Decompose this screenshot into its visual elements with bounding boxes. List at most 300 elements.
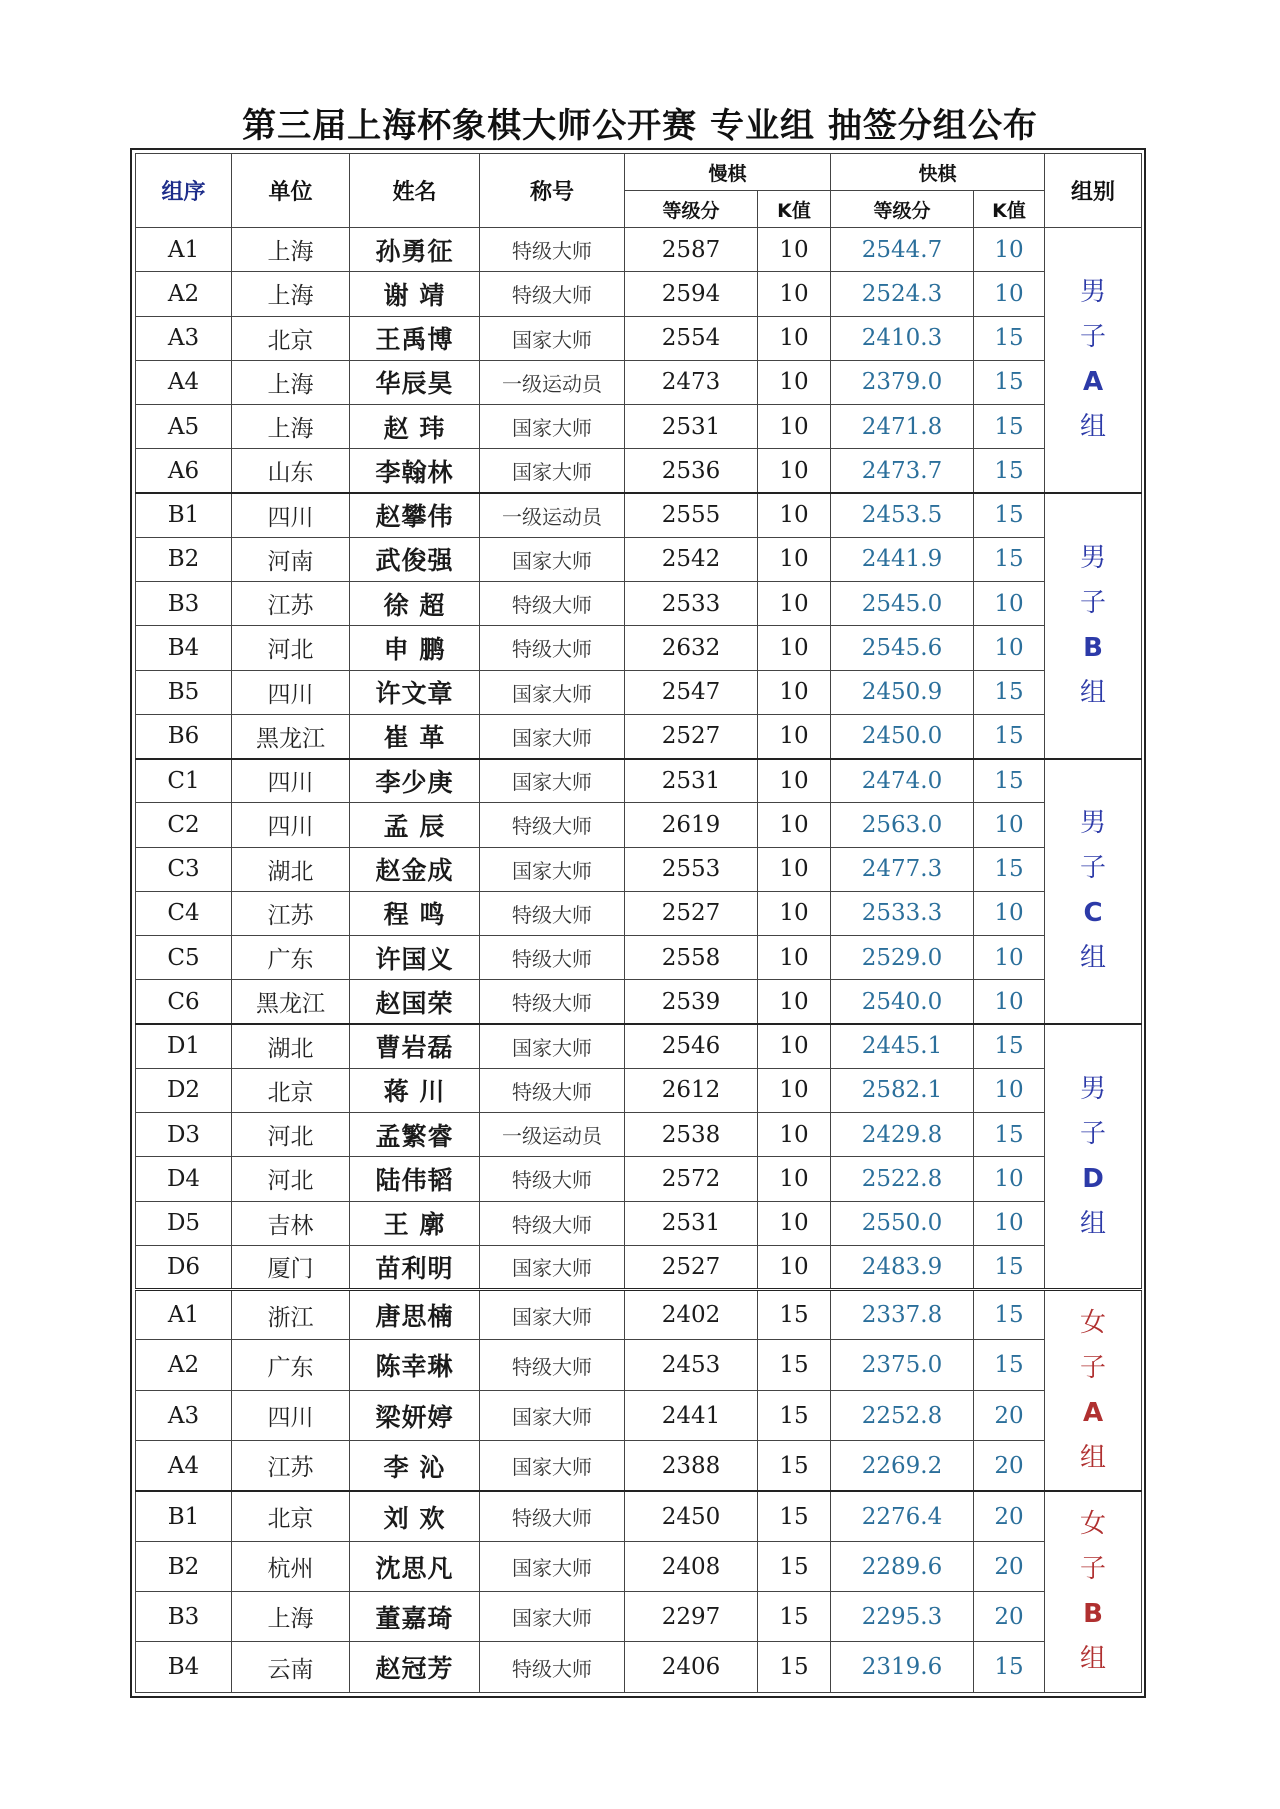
table-row	[136, 272, 1142, 316]
group-label-char: 组	[1080, 1208, 1107, 1239]
name-cell: 李翰林	[350, 449, 480, 493]
fast-rating-cell: 2545.6	[831, 626, 974, 670]
group-label-char: 男	[1080, 808, 1107, 839]
title-cell: 特级大师	[480, 1201, 625, 1245]
table-body	[136, 228, 1142, 1693]
table-row	[136, 626, 1142, 670]
name-cell: 武俊强	[350, 537, 480, 581]
fast-rating-cell: 2276.4	[831, 1491, 974, 1541]
slow-k-cell: 10	[758, 670, 831, 714]
header-fast-rating: 等级分	[831, 191, 974, 228]
table-row	[136, 1491, 1142, 1541]
unit-cell: 河北	[232, 1113, 350, 1157]
table-row	[136, 1542, 1142, 1592]
fast-k-cell: 20	[974, 1390, 1045, 1440]
page-title: 第三届上海杯象棋大师公开赛 专业组 抽签分组公布	[242, 106, 1038, 146]
fast-k-cell: 10	[974, 1201, 1045, 1245]
title-cell: 国家大师	[480, 1245, 625, 1289]
name-cell: 李少庚	[350, 759, 480, 803]
slow-rating-cell: 2527	[625, 1245, 758, 1289]
title-cell: 国家大师	[480, 670, 625, 714]
unit-cell: 广东	[232, 936, 350, 980]
fast-rating-cell: 2582.1	[831, 1068, 974, 1112]
fast-rating-cell: 2524.3	[831, 272, 974, 316]
header-fast: 快棋	[831, 154, 1045, 191]
table-row	[136, 1340, 1142, 1390]
fast-k-cell: 15	[974, 714, 1045, 758]
slow-rating-cell: 2546	[625, 1024, 758, 1068]
name-cell: 董嘉琦	[350, 1592, 480, 1642]
group-label-char: C	[1083, 898, 1103, 929]
slow-k-cell: 10	[758, 759, 831, 803]
seq-cell: A2	[136, 272, 232, 316]
title-cell: 特级大师	[480, 1068, 625, 1112]
table-row	[136, 847, 1142, 891]
name-cell: 蒋 川	[350, 1068, 480, 1112]
name-cell: 崔 革	[350, 714, 480, 758]
fast-rating-cell: 2295.3	[831, 1592, 974, 1642]
title-cell: 特级大师	[480, 582, 625, 626]
fast-k-cell: 15	[974, 1245, 1045, 1289]
fast-k-cell: 15	[974, 670, 1045, 714]
unit-cell: 四川	[232, 759, 350, 803]
slow-rating-cell: 2531	[625, 759, 758, 803]
name-cell: 许文章	[350, 670, 480, 714]
unit-cell: 广东	[232, 1340, 350, 1390]
title-cell: 国家大师	[480, 759, 625, 803]
group-label-cell	[1045, 493, 1142, 759]
fast-rating-cell: 2337.8	[831, 1290, 974, 1340]
seq-cell: D4	[136, 1157, 232, 1201]
slow-rating-cell: 2632	[625, 626, 758, 670]
title-cell: 特级大师	[480, 272, 625, 316]
seq-cell: A1	[136, 228, 232, 272]
seq-cell: A5	[136, 405, 232, 449]
unit-cell: 河北	[232, 1157, 350, 1201]
slow-k-cell: 15	[758, 1340, 831, 1390]
name-cell: 孙勇征	[350, 228, 480, 272]
slow-rating-cell: 2408	[625, 1542, 758, 1592]
slow-rating-cell: 2539	[625, 980, 758, 1024]
slow-rating-cell: 2531	[625, 405, 758, 449]
group-label-char: D	[1082, 1163, 1104, 1194]
group-label-char: 男	[1080, 1073, 1107, 1104]
group-label-char: 子	[1080, 587, 1107, 618]
unit-cell: 上海	[232, 405, 350, 449]
slow-rating-cell: 2547	[625, 670, 758, 714]
slow-rating-cell: 2441	[625, 1390, 758, 1440]
slow-rating-cell: 2612	[625, 1068, 758, 1112]
table-row	[136, 493, 1142, 537]
slow-k-cell: 10	[758, 582, 831, 626]
table-row	[136, 714, 1142, 758]
fast-rating-cell: 2450.9	[831, 670, 974, 714]
unit-cell: 吉林	[232, 1201, 350, 1245]
table-row	[136, 1592, 1142, 1642]
seq-cell: D6	[136, 1245, 232, 1289]
title-cell: 特级大师	[480, 228, 625, 272]
name-cell: 刘 欢	[350, 1491, 480, 1541]
title-cell: 国家大师	[480, 537, 625, 581]
table-row	[136, 360, 1142, 404]
slow-k-cell: 10	[758, 1245, 831, 1289]
title-cell: 特级大师	[480, 626, 625, 670]
title-cell: 国家大师	[480, 449, 625, 493]
title-cell: 国家大师	[480, 1592, 625, 1642]
name-cell: 许国义	[350, 936, 480, 980]
unit-cell: 江苏	[232, 1441, 350, 1491]
name-cell: 唐思楠	[350, 1290, 480, 1340]
table-row	[136, 228, 1142, 272]
group-label-char: 子	[1080, 1352, 1107, 1383]
slow-rating-cell: 2533	[625, 582, 758, 626]
slow-k-cell: 10	[758, 316, 831, 360]
name-cell: 李 沁	[350, 1441, 480, 1491]
unit-cell: 云南	[232, 1642, 350, 1693]
name-cell: 孟 辰	[350, 803, 480, 847]
unit-cell: 河北	[232, 626, 350, 670]
slow-k-cell: 15	[758, 1390, 831, 1440]
unit-cell: 黑龙江	[232, 980, 350, 1024]
seq-cell: D1	[136, 1024, 232, 1068]
unit-cell: 四川	[232, 670, 350, 714]
title-cell: 特级大师	[480, 1642, 625, 1693]
group-label-cell	[1045, 759, 1142, 1025]
draw-table	[135, 153, 1142, 1693]
slow-k-cell: 15	[758, 1592, 831, 1642]
fast-k-cell: 10	[974, 582, 1045, 626]
name-cell: 程 鸣	[350, 891, 480, 935]
group-label-cell	[1045, 228, 1142, 494]
slow-rating-cell: 2527	[625, 891, 758, 935]
table-row	[136, 759, 1142, 803]
fast-k-cell: 10	[974, 936, 1045, 980]
fast-rating-cell: 2522.8	[831, 1157, 974, 1201]
group-label-char: 子	[1080, 1118, 1107, 1149]
table-row	[136, 449, 1142, 493]
fast-k-cell: 20	[974, 1542, 1045, 1592]
slow-k-cell: 10	[758, 1113, 831, 1157]
fast-k-cell: 15	[974, 537, 1045, 581]
name-cell: 赵 玮	[350, 405, 480, 449]
title-cell: 特级大师	[480, 1491, 625, 1541]
fast-rating-cell: 2533.3	[831, 891, 974, 935]
name-cell: 陈幸琳	[350, 1340, 480, 1390]
fast-rating-cell: 2544.7	[831, 228, 974, 272]
name-cell: 谢 靖	[350, 272, 480, 316]
fast-rating-cell: 2477.3	[831, 847, 974, 891]
slow-k-cell: 10	[758, 272, 831, 316]
slow-k-cell: 15	[758, 1542, 831, 1592]
slow-k-cell: 10	[758, 714, 831, 758]
fast-rating-cell: 2453.5	[831, 493, 974, 537]
title-cell: 国家大师	[480, 847, 625, 891]
slow-rating-cell: 2542	[625, 537, 758, 581]
title-cell: 国家大师	[480, 1441, 625, 1491]
table-row	[136, 1157, 1142, 1201]
unit-cell: 江苏	[232, 582, 350, 626]
name-cell: 赵冠芳	[350, 1642, 480, 1693]
fast-rating-cell: 2410.3	[831, 316, 974, 360]
fast-k-cell: 10	[974, 272, 1045, 316]
slow-k-cell: 10	[758, 1157, 831, 1201]
draw-table-frame	[130, 148, 1146, 1698]
seq-cell: A1	[136, 1290, 232, 1340]
title-cell: 国家大师	[480, 1542, 625, 1592]
slow-k-cell: 10	[758, 626, 831, 670]
table-row	[136, 1390, 1142, 1440]
seq-cell: B2	[136, 1542, 232, 1592]
group-label-char: 男	[1080, 277, 1107, 307]
seq-cell: C1	[136, 759, 232, 803]
table-row	[136, 1113, 1142, 1157]
name-cell: 申 鹏	[350, 626, 480, 670]
seq-cell: B4	[136, 1642, 232, 1693]
name-cell: 赵金成	[350, 847, 480, 891]
table-row	[136, 1245, 1142, 1289]
unit-cell: 江苏	[232, 891, 350, 935]
seq-cell: B1	[136, 1491, 232, 1541]
seq-cell: A3	[136, 1390, 232, 1440]
title-cell: 国家大师	[480, 1290, 625, 1340]
fast-rating-cell: 2474.0	[831, 759, 974, 803]
group-label-cell	[1045, 1491, 1142, 1692]
fast-rating-cell: 2441.9	[831, 537, 974, 581]
name-cell: 赵国荣	[350, 980, 480, 1024]
slow-k-cell: 15	[758, 1441, 831, 1491]
slow-rating-cell: 2297	[625, 1592, 758, 1642]
slow-k-cell: 10	[758, 1068, 831, 1112]
group-label-char: 子	[1080, 322, 1107, 352]
fast-k-cell: 10	[974, 980, 1045, 1024]
table-row	[136, 1441, 1142, 1491]
seq-cell: B1	[136, 493, 232, 537]
slow-rating-cell: 2388	[625, 1441, 758, 1491]
fast-rating-cell: 2252.8	[831, 1390, 974, 1440]
header-slow-k: K值	[758, 191, 831, 228]
fast-rating-cell: 2545.0	[831, 582, 974, 626]
title-cell: 一级运动员	[480, 1113, 625, 1157]
group-label-char: 组	[1080, 677, 1107, 708]
name-cell: 沈思凡	[350, 1542, 480, 1592]
unit-cell: 北京	[232, 316, 350, 360]
name-cell: 梁妍婷	[350, 1390, 480, 1440]
slow-k-cell: 15	[758, 1642, 831, 1693]
unit-cell: 湖北	[232, 847, 350, 891]
slow-k-cell: 10	[758, 449, 831, 493]
table-row	[136, 1642, 1142, 1693]
fast-k-cell: 10	[974, 803, 1045, 847]
fast-rating-cell: 2450.0	[831, 714, 974, 758]
fast-rating-cell: 2471.8	[831, 405, 974, 449]
header-slow: 慢棋	[625, 154, 831, 191]
title-cell: 一级运动员	[480, 360, 625, 404]
group-label-char: 组	[1080, 1442, 1107, 1473]
table-row	[136, 1024, 1142, 1068]
table-row	[136, 1201, 1142, 1245]
fast-rating-cell: 2375.0	[831, 1340, 974, 1390]
slow-k-cell: 10	[758, 936, 831, 980]
table-row	[136, 980, 1142, 1024]
title-cell: 一级运动员	[480, 493, 625, 537]
group-label-char: 男	[1080, 542, 1107, 573]
name-cell: 曹岩磊	[350, 1024, 480, 1068]
fast-k-cell: 15	[974, 759, 1045, 803]
seq-cell: B3	[136, 582, 232, 626]
group-label-char: B	[1083, 632, 1103, 663]
slow-k-cell: 10	[758, 1024, 831, 1068]
slow-rating-cell: 2572	[625, 1157, 758, 1201]
slow-k-cell: 10	[758, 803, 831, 847]
fast-k-cell: 15	[974, 1642, 1045, 1693]
fast-k-cell: 15	[974, 405, 1045, 449]
table-row	[136, 670, 1142, 714]
fast-k-cell: 20	[974, 1592, 1045, 1642]
unit-cell: 四川	[232, 493, 350, 537]
fast-rating-cell: 2289.6	[831, 1542, 974, 1592]
group-label-char: A	[1082, 1397, 1104, 1428]
unit-cell: 山东	[232, 449, 350, 493]
fast-rating-cell: 2483.9	[831, 1245, 974, 1289]
title-cell: 特级大师	[480, 980, 625, 1024]
fast-rating-cell: 2529.0	[831, 936, 974, 980]
group-label-char: 组	[1080, 1644, 1107, 1675]
fast-k-cell: 15	[974, 1113, 1045, 1157]
seq-cell: B3	[136, 1592, 232, 1642]
fast-rating-cell: 2540.0	[831, 980, 974, 1024]
title-cell: 特级大师	[480, 1340, 625, 1390]
title-cell: 国家大师	[480, 1390, 625, 1440]
seq-cell: B4	[136, 626, 232, 670]
name-cell: 赵攀伟	[350, 493, 480, 537]
seq-cell: C3	[136, 847, 232, 891]
seq-cell: A3	[136, 316, 232, 360]
fast-k-cell: 15	[974, 493, 1045, 537]
name-cell: 徐 超	[350, 582, 480, 626]
slow-k-cell: 10	[758, 360, 831, 404]
unit-cell: 上海	[232, 228, 350, 272]
seq-cell: B6	[136, 714, 232, 758]
seq-cell: A4	[136, 1441, 232, 1491]
slow-rating-cell: 2619	[625, 803, 758, 847]
fast-rating-cell: 2269.2	[831, 1441, 974, 1491]
fast-rating-cell: 2550.0	[831, 1201, 974, 1245]
unit-cell: 四川	[232, 1390, 350, 1440]
table-row	[136, 405, 1142, 449]
fast-k-cell: 15	[974, 847, 1045, 891]
fast-rating-cell: 2379.0	[831, 360, 974, 404]
header-seq: 组序	[136, 154, 232, 228]
unit-cell: 浙江	[232, 1290, 350, 1340]
seq-cell: C5	[136, 936, 232, 980]
group-label-char: 子	[1080, 1554, 1107, 1585]
fast-k-cell: 15	[974, 316, 1045, 360]
slow-rating-cell: 2531	[625, 1201, 758, 1245]
seq-cell: A6	[136, 449, 232, 493]
table-row	[136, 537, 1142, 581]
header-group: 组别	[1045, 154, 1142, 228]
slow-rating-cell: 2402	[625, 1290, 758, 1340]
table-row	[136, 803, 1142, 847]
seq-cell: B2	[136, 537, 232, 581]
unit-cell: 上海	[232, 360, 350, 404]
header-row-top	[136, 154, 1142, 191]
slow-rating-cell: 2554	[625, 316, 758, 360]
fast-k-cell: 20	[974, 1491, 1045, 1541]
unit-cell: 杭州	[232, 1542, 350, 1592]
name-cell: 苗利明	[350, 1245, 480, 1289]
unit-cell: 北京	[232, 1491, 350, 1541]
fast-rating-cell: 2445.1	[831, 1024, 974, 1068]
seq-cell: A4	[136, 360, 232, 404]
unit-cell: 湖北	[232, 1024, 350, 1068]
slow-rating-cell: 2587	[625, 228, 758, 272]
group-label-char: 子	[1080, 853, 1107, 884]
unit-cell: 上海	[232, 272, 350, 316]
fast-rating-cell: 2319.6	[831, 1642, 974, 1693]
group-label-char: 女	[1080, 1307, 1107, 1338]
slow-rating-cell: 2555	[625, 493, 758, 537]
slow-k-cell: 10	[758, 1201, 831, 1245]
title-cell: 国家大师	[480, 405, 625, 449]
fast-k-cell: 10	[974, 891, 1045, 935]
group-label-char: 组	[1080, 943, 1107, 974]
fast-k-cell: 10	[974, 228, 1045, 272]
name-cell: 孟繁睿	[350, 1113, 480, 1157]
fast-k-cell: 15	[974, 1340, 1045, 1390]
fast-k-cell: 10	[974, 1068, 1045, 1112]
seq-cell: C6	[136, 980, 232, 1024]
seq-cell: B5	[136, 670, 232, 714]
title-cell: 国家大师	[480, 1024, 625, 1068]
unit-cell: 北京	[232, 1068, 350, 1112]
unit-cell: 河南	[232, 537, 350, 581]
fast-rating-cell: 2563.0	[831, 803, 974, 847]
header-fast-k: K值	[974, 191, 1045, 228]
slow-rating-cell: 2450	[625, 1491, 758, 1541]
table-row	[136, 891, 1142, 935]
name-cell: 华辰昊	[350, 360, 480, 404]
slow-k-cell: 10	[758, 537, 831, 581]
seq-cell: D2	[136, 1068, 232, 1112]
seq-cell: C2	[136, 803, 232, 847]
group-label-char: 组	[1080, 412, 1107, 442]
unit-cell: 上海	[232, 1592, 350, 1642]
title-cell: 特级大师	[480, 891, 625, 935]
fast-k-cell: 15	[974, 449, 1045, 493]
slow-rating-cell: 2527	[625, 714, 758, 758]
slow-k-cell: 10	[758, 405, 831, 449]
slow-rating-cell: 2594	[625, 272, 758, 316]
fast-rating-cell: 2429.8	[831, 1113, 974, 1157]
header-slow-rating: 等级分	[625, 191, 758, 228]
header-unit: 单位	[232, 154, 350, 228]
group-label-cell	[1045, 1024, 1142, 1290]
slow-k-cell: 10	[758, 891, 831, 935]
fast-k-cell: 15	[974, 1024, 1045, 1068]
name-cell: 王禹博	[350, 316, 480, 360]
unit-cell: 黑龙江	[232, 714, 350, 758]
slow-k-cell: 10	[758, 980, 831, 1024]
header-name: 姓名	[350, 154, 480, 228]
name-cell: 陆伟韬	[350, 1157, 480, 1201]
seq-cell: D5	[136, 1201, 232, 1245]
fast-rating-cell: 2473.7	[831, 449, 974, 493]
name-cell: 王 廓	[350, 1201, 480, 1245]
group-label-char: 女	[1080, 1509, 1107, 1540]
table-row	[136, 936, 1142, 980]
title-cell: 国家大师	[480, 714, 625, 758]
